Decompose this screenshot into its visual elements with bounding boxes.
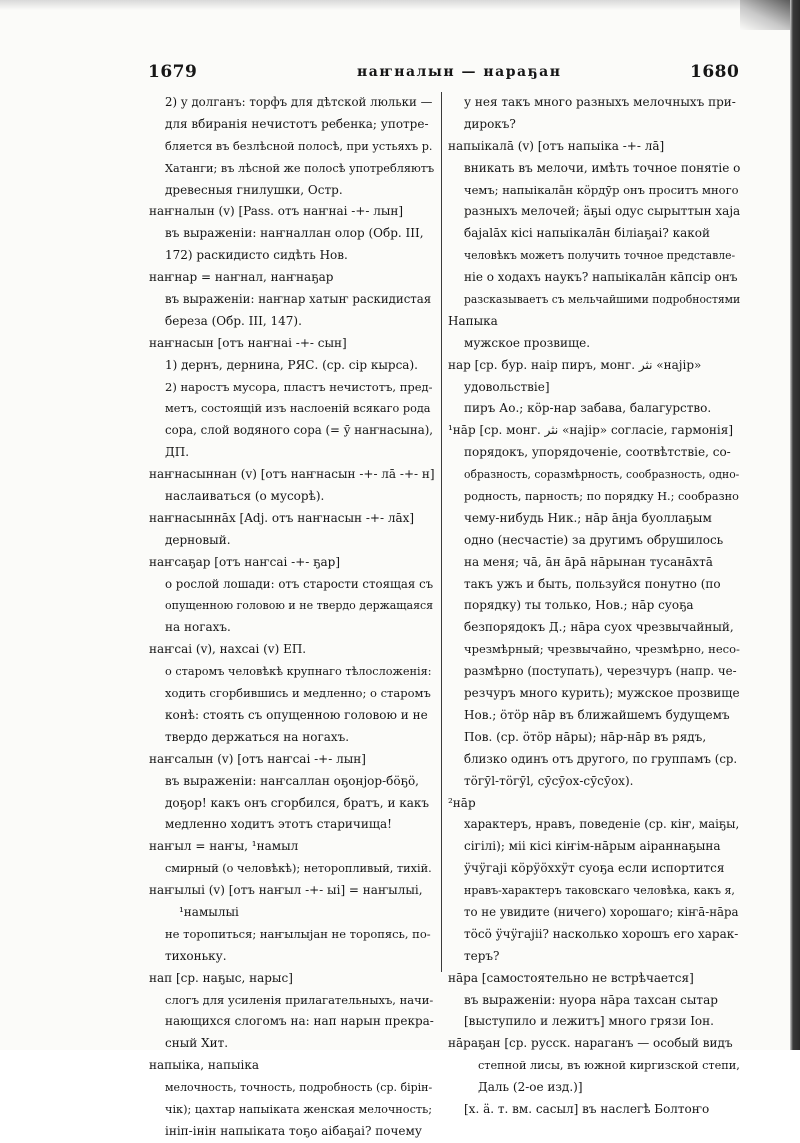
entry-text-line: то не увидите (ничего) хорошаго; кіҥā-нāра	[464, 904, 739, 919]
entry-text-line: Пов. (ср. ӧтӧр нāры); нāр-нāр въ рядъ,	[464, 729, 707, 744]
entry-text-line: баjаlāх кісі напыікалāн біліаҕаі? какой	[464, 226, 710, 241]
scan-right-edge	[790, 0, 800, 1050]
entry-text-line: 172) раскидисто сидѣть Нов.	[165, 248, 348, 263]
entry-text-line: чрезмѣрный; чрезвычайно, чрезмѣрно, несо-	[464, 642, 740, 657]
entry-text-line: теръ?	[464, 948, 500, 963]
entry-text-line: чемъ; напыікалāн кӧрдӯр онъ проситъ много	[464, 182, 739, 197]
entry-text-line: образность, соразмѣрность, сообразность, одно-	[464, 468, 740, 482]
entry-text-line: 2) наростъ мусора, пластъ нечистотъ, пред-	[165, 379, 433, 394]
entry-headword-line: нап [ср. наҕыс, нарыс]	[149, 970, 293, 985]
entry-text-line: одно (несчастіе) за другимъ обрушилось	[464, 532, 724, 547]
entry-text-line: порядокъ, упорядоченіе, соотвѣтствіе, со-	[464, 445, 731, 460]
entry-headword-line: напыікалā (v) [отъ напыіка -+- лā]	[448, 138, 665, 153]
entry-text-line: безпорядокъ Д.; нāра суох чрезвычайный,	[464, 620, 734, 635]
entry-headword-line: наҥсалын (v) [отъ наҥсаі -+- лын]	[149, 751, 366, 766]
entry-text-line: 2) у долганъ: торфъ для дѣтской люльки —	[165, 95, 433, 109]
entry-text-line: Хатанги; въ лѣсной же полосѣ употребляютъ	[165, 161, 435, 175]
entry-headword-line: нāраҕан [ср. русск. нараганъ — особый видъ	[448, 1036, 733, 1051]
entry-text-line: тӧгӯl-тӧгӯl, сӯсӯох-сӯсӯох).	[464, 773, 634, 788]
column-divider	[441, 92, 442, 972]
entry-headword-line: ¹нāр [ср. монг. نثر «наjір» согласіе, гармонія]	[448, 423, 734, 438]
entry-text-line: человѣкъ можетъ получить точное представле-	[464, 249, 736, 263]
entry-text-line: не торопиться; наҥылыјан не торопясь, по-	[165, 926, 431, 941]
entry-text-line: чік); цахтар напыікатa женская мелочность;	[165, 1102, 433, 1116]
entry-text-line: у нея такъ много разныхъ мелочныхъ при-	[464, 95, 736, 109]
entry-headword-line: наҥсаі (v), нахсаі (v) ЕП.	[149, 642, 307, 657]
entry-text-line: на меня; чā, āн āрā нāрынан тусанāхтā	[464, 554, 713, 569]
right-column	[448, 92, 741, 1116]
entry-text-line: доҕор! какъ онъ сгорбился, братъ, и какъ	[165, 795, 430, 810]
entry-text-line: удовольствіе]	[464, 379, 550, 394]
entry-text-line: мелочность, точность, подробность (ср. бірін-	[165, 1081, 433, 1095]
entry-text-line: сора, слой водяного сора (= ӯ наҥнасына),	[165, 423, 434, 438]
entry-text-line: характеръ, нравъ, поведеніе (ср. кіҥ, маіҕы,	[464, 817, 740, 832]
entry-text-line: ӱчӱгаjі кӧрӱӧххӱт суоҕа если испортится	[464, 861, 725, 876]
entry-headword-line: наҥналын (v) [Pass. отъ наҥнаі -+- лын]	[149, 204, 404, 219]
entry-text-line: ініп-інін напыіката тоҕо аібаҕаі? почему	[165, 1123, 422, 1138]
entry-text-line: ¹намылыі	[179, 904, 239, 919]
entry-text-line: береза (Обр. III, 147).	[165, 313, 302, 328]
entry-text-line: конѣ: стоять съ опущенною головою и не	[165, 707, 428, 722]
entry-headword-line: наҥнасыннāх [Adj. отъ наҥнасын -+- лāх]	[149, 510, 415, 525]
entry-text-line: мужское прозвище.	[464, 335, 591, 350]
entry-text-line: въ выраженіи: нуора нāра тахсан сытар	[464, 992, 718, 1007]
entry-text-line: въ выраженіи: наҥнар хатыҥ раскидистая	[165, 292, 432, 307]
entry-text-line: медленно ходитъ этотъ старичища!	[165, 817, 392, 832]
entry-text-line: опущенною головою и не твердо держащаяся	[165, 599, 434, 613]
entry-text-line: твердо держаться на ногахъ.	[165, 729, 350, 744]
entry-text-line: для вбиранія нечистотъ ребенка; употре-	[165, 116, 429, 131]
entry-text-line: степной лисы, въ южной киргизской степи,	[478, 1059, 740, 1073]
entry-text-line: нающихся слогомъ на: нап нарын прекра-	[165, 1014, 434, 1029]
entry-text-line: разныхъ мелочей; ӓҕыі одус сырыттын хаjа	[464, 204, 741, 219]
entry-text-line: дерновый.	[165, 532, 231, 547]
entry-text-line: тихоньку.	[165, 948, 227, 963]
entry-text-line: метъ, состоящій изъ наслоеній всякаго рода	[165, 402, 431, 416]
entry-headword-line: нāра [самостоятельно не встрѣчается]	[448, 970, 694, 985]
entry-headword-line: наҥнар = наҥнал, наҥнаҕар	[149, 270, 334, 285]
entry-headword-line: наҥсаҕар [отъ наҥсаі -+- ҕар]	[149, 554, 341, 569]
entry-text-line: смирный (о человѣкѣ); неторопливый, тихій.	[165, 862, 432, 876]
entry-text-line: слогъ для усиленія прилагательныхъ, начи-	[165, 992, 434, 1007]
scan-top-edge	[0, 0, 800, 10]
entry-text-line: въ выраженіи: наҥсаллан оҕонјор-бӧҕӧ,	[165, 773, 419, 788]
entry-text-line: резчуръ много курить); мужское прозвище	[464, 686, 740, 701]
entry-text-line: размѣрно (поступать), черезчуръ (напр. че-	[464, 664, 737, 679]
entry-text-line: [х. ӓ. т. вм. сасыл] въ наслегѣ Болтоҥо	[464, 1101, 710, 1116]
entry-text-line: наслаиваться (о мусорѣ).	[165, 489, 325, 504]
entry-text-line: сігілі); міі кісі кіҥім-нāрым аіраннаҕына	[464, 839, 721, 854]
entry-text-line: о старомъ человѣкѣ крупнаго тѣлосложенія:	[165, 665, 432, 679]
entry-text-line: дирокъ?	[464, 116, 516, 131]
entry-text-line: вникать въ мелочи, имѣть точное понятіе о	[464, 160, 741, 175]
entry-text-line: нравъ-характеръ таковскаго человѣка, какъ я,	[464, 884, 735, 898]
left-page-number: 1679	[148, 62, 198, 82]
entry-text-line: ходить сгорбившись и медленно; о старомъ	[165, 686, 431, 701]
entry-text-line: ніе о ходахъ наукъ? напыікалāн кāпсір онъ	[464, 270, 738, 285]
left-column	[149, 92, 435, 1138]
entry-text-line: на ногахъ.	[165, 620, 231, 635]
running-head: наҥналын — нараҕан	[357, 64, 562, 80]
entry-headword-line: напыіка, напыіка	[149, 1058, 260, 1073]
entry-text-line: такъ ужъ и быть, пользуйся понутно (по	[464, 576, 721, 591]
entry-text-line: древесныя гнилушки, Остр.	[165, 182, 343, 197]
entry-text-line: бляется въ безлѣсной полосѣ, при устьяхъ р.	[165, 139, 433, 153]
entry-headword-line: наҥнасыннан (v) [отъ наҥнасын -+- лā -+- н]	[149, 467, 435, 482]
entry-text-line: сный Хит.	[165, 1036, 229, 1051]
entry-headword-line: Напыка	[448, 313, 498, 328]
entry-text-line: въ выраженіи: наҥналлан олор (Обр. III,	[165, 226, 424, 241]
entry-text-line: родность, парность; по порядку Н.; сообразно	[464, 490, 739, 504]
entry-headword-line: ²нāр	[448, 795, 476, 810]
entry-text-line: Даль (2-ое изд.)]	[478, 1080, 583, 1095]
entry-text-line: о рослой лошади: отъ старости стоящая съ	[165, 576, 434, 591]
entry-text-line: пиръ Ао.; кӧр-нар забава, балагурство.	[464, 401, 712, 416]
entry-headword-line: нар [ср. бур. наір пиръ, монг. نثر «наjір»	[448, 357, 702, 372]
entry-headword-line: наҥылыі (v) [отъ наҥыл -+- ыі] = наҥылыі,	[149, 883, 423, 898]
entry-text-line: чему-нибудь Ник.; нāр āнja буоллаҕым	[464, 510, 712, 525]
entry-text-line: Нов.; ӧтӧр нāр въ ближайшемъ будущемъ	[464, 707, 730, 722]
entry-headword-line: наҥыл = наҥы, ¹намыл	[149, 839, 299, 854]
entry-text-line: тӧсӧ ӱчӱгаjіі? насколько хорошъ его харак-	[464, 926, 739, 941]
entry-text-line: близко одинъ отъ другого, по группамъ (ср.	[464, 751, 738, 766]
entry-text-line: разсказываетъ съ мельчайшими подробностями	[464, 293, 741, 307]
entry-text-line: порядку) ты только, Нов.; нāр суоҕа	[464, 598, 694, 613]
entry-text-line: 1) дернъ, дернина, РЯС. (ср. сір кырса).	[165, 357, 418, 372]
right-page-number: 1680	[690, 62, 740, 82]
entry-text-line: ДП.	[165, 445, 190, 460]
entry-headword-line: наҥнасын [отъ наҥнаі -+- сын]	[149, 335, 347, 350]
entry-text-line: [выступило и лежитъ] много грязи Іон.	[464, 1014, 714, 1029]
